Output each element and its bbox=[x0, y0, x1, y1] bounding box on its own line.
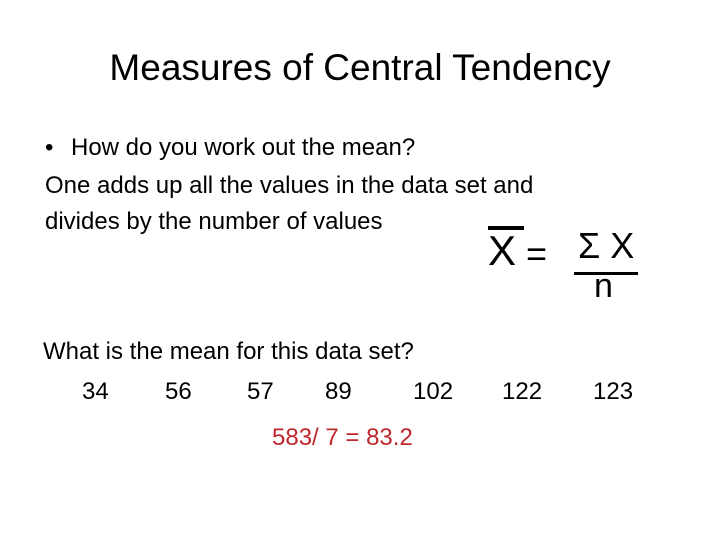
formula-numerator: Σ X bbox=[578, 225, 635, 266]
mean-formula bbox=[478, 216, 648, 305]
data-value: 34 bbox=[82, 378, 109, 405]
data-value: 56 bbox=[165, 378, 192, 405]
answer-text: 583/ 7 = 83.2 bbox=[272, 424, 413, 451]
bullet-text: How do you work out the mean? bbox=[71, 134, 416, 161]
data-value: 57 bbox=[247, 378, 274, 405]
data-value: 122 bbox=[502, 378, 543, 405]
formula-equals: = bbox=[526, 233, 548, 274]
bullet-item bbox=[45, 130, 415, 166]
formula-denominator: n bbox=[594, 267, 613, 305]
data-value: 102 bbox=[413, 378, 454, 405]
data-value: 89 bbox=[325, 378, 352, 405]
question-text: What is the mean for this data set? bbox=[43, 338, 414, 365]
formula-x-bar: X bbox=[488, 227, 517, 274]
explanation-line-2: divides by the number of values bbox=[45, 208, 383, 235]
explanation-line-1: One adds up all the values in the data set and bbox=[45, 172, 534, 199]
slide-title: Measures of Central Tendency bbox=[109, 47, 611, 88]
bullet-marker: • bbox=[45, 134, 54, 161]
data-value: 123 bbox=[593, 378, 634, 405]
